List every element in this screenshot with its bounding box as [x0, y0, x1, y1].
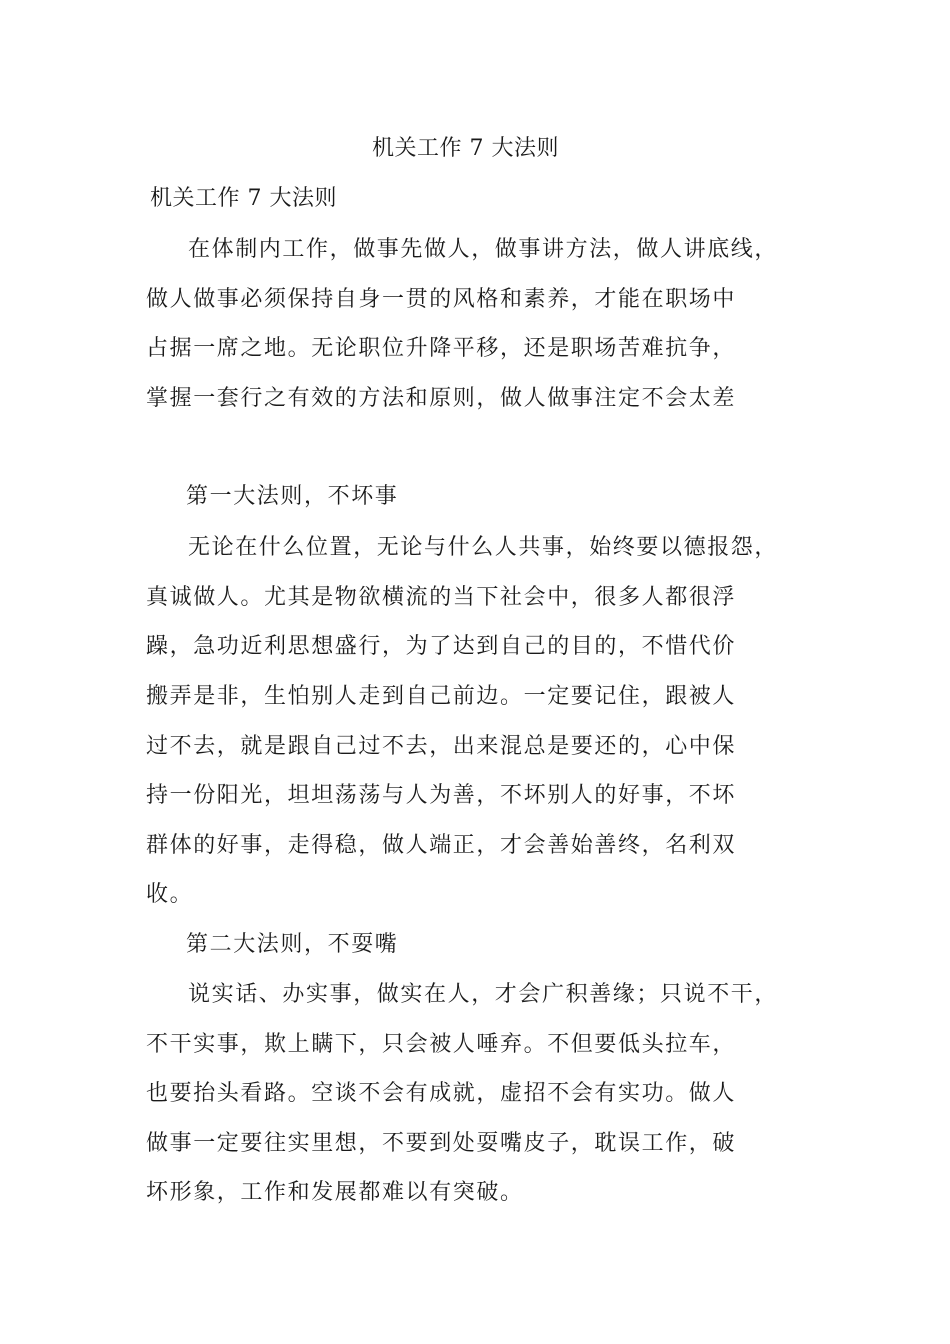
rule-1-line: 搬弄是非，生怕别人走到自己前边。一定要记住，跟被人: [146, 684, 737, 709]
rule-1-line: 收。: [146, 882, 194, 907]
rule-1-line: 群体的好事，走得稳，做人端正，才会善始善终，名利双: [146, 833, 737, 858]
intro-line: 在体制内工作，做事先做人，做事讲方法，做人讲底线，: [188, 237, 779, 262]
rule-1-line: 真诚做人。尤其是物欲横流的当下社会中，很多人都很浮: [146, 585, 737, 610]
rule-1-line: 无论在什么位置，无论与什么人共事，始终要以德报怨，: [188, 535, 779, 560]
rule-2-line: 不干实事，欺上瞒下，只会被人唾弃。不但要低头拉车，: [146, 1032, 737, 1057]
rule-1-line: 过不去，就是跟自己过不去，出来混总是要还的，心中保: [146, 734, 737, 759]
document-subtitle: 机关工作 7 大法则: [150, 186, 337, 211]
intro-line: 掌握一套行之有效的方法和原则，做人做事注定不会太差: [146, 386, 737, 411]
rule-2-line: 说实话、办实事，做实在人，才会广积善缘；只说不干，: [188, 982, 779, 1007]
rule-2-line: 坏形象，工作和发展都难以有突破。: [146, 1180, 524, 1205]
rule-2-line: 做事一定要往实里想，不要到处耍嘴皮子，耽误工作，破: [146, 1131, 737, 1156]
rule-1-line: 持一份阳光，坦坦荡荡与人为善，不坏别人的好事，不坏: [146, 783, 737, 808]
rule-1-line: 躁，急功近利思想盛行，为了达到自己的目的，不惜代价: [146, 634, 737, 659]
rule-2-heading: 第二大法则，不耍嘴: [186, 932, 399, 957]
page-title: 机关工作 7 大法则: [372, 136, 559, 161]
intro-line: 占据一席之地。无论职位升降平移，还是职场苦难抗争，: [146, 336, 737, 361]
intro-line: 做人做事必须保持自身一贯的风格和素养，才能在职场中: [146, 287, 737, 312]
rule-1-heading: 第一大法则，不坏事: [186, 484, 399, 509]
rule-2-line: 也要抬头看路。空谈不会有成就，虚招不会有实功。做人: [146, 1081, 737, 1106]
